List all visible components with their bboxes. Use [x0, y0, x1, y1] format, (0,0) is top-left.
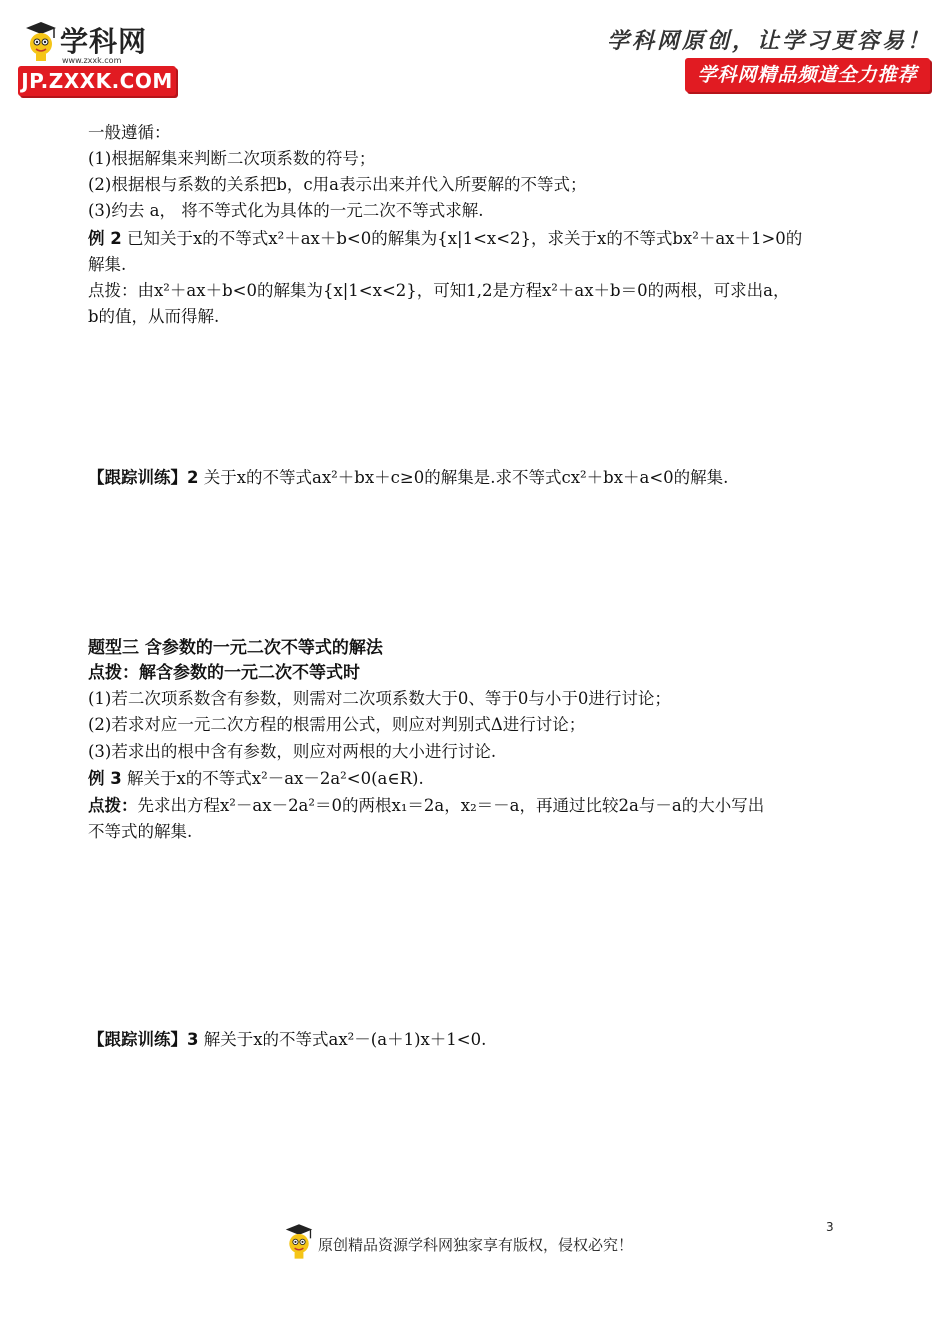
text-line: (1)根据解集来判断二次项系数的符号； [88, 149, 376, 168]
example-2 [88, 228, 802, 250]
text-line: (2)根据根与系数的关系把b，c用a表示出来并代入所要解的不等式； [88, 175, 587, 194]
tip-label: 点拨： [88, 796, 138, 815]
text-line: 一般遵循： [88, 123, 171, 142]
example-3 [88, 768, 424, 790]
text-line: (2)若求对应一元二次方程的根需用公式，则应对判别式Δ进行讨论； [88, 715, 586, 734]
tip-line: b的值，从而得解. [88, 307, 220, 326]
mascot-icon [284, 1222, 314, 1260]
site-logo [18, 16, 183, 98]
training-label: 【跟踪训练】2 [88, 468, 199, 487]
training-text: 解关于x的不等式ax²－(a＋1)x＋1<0. [198, 1030, 487, 1049]
logo-url-small: www.zxxk.com [62, 56, 122, 65]
text-line: (1)若二次项系数含有参数，则需对二次项系数大于0、等于0与小于0进行讨论； [88, 689, 671, 708]
text-line: 解集. [88, 255, 127, 274]
page-number: 3 [826, 1220, 834, 1234]
section-tip-heading: 点拨：解含参数的一元二次不等式时 [88, 663, 360, 683]
example-text: 解关于x的不等式x²－ax－2a²<0(a∈R). [121, 769, 424, 788]
logo-url-badge[interactable]: JP.ZXXK.COM [18, 66, 176, 96]
training-text: 关于x的不等式ax²＋bx＋c≥0的解集是.求不等式cx²＋bx＋a<0的解集. [198, 468, 729, 487]
logo-text: 学科网 [60, 25, 148, 58]
channel-badge: 学科网精品频道全力推荐 [685, 58, 930, 92]
header-slogan: 学科网原创，让学习更容易！ [606, 28, 932, 54]
training-3 [88, 1029, 486, 1051]
example-label: 例 3 [88, 769, 122, 788]
tip-3 [88, 795, 764, 817]
text-line: (3)若求出的根中含有参数，则应对两根的大小进行讨论. [88, 742, 497, 761]
copyright-notice: 原创精品资源学科网独家享有版权，侵权必究！ [318, 1236, 634, 1254]
tip-line: 点拨：由x²＋ax＋b<0的解集为{x|1<x<2}，可知1,2是方程x²＋ax＋b＝0的两根，可求出a， [88, 281, 790, 300]
footer [280, 1222, 680, 1262]
example-text: 已知关于x的不等式x²＋ax＋b<0的解集为{x|1<x<2}，求关于x的不等式bx²＋ax＋1>0的 [121, 229, 803, 248]
training-label: 【跟踪训练】3 [88, 1030, 199, 1049]
section-heading: 题型三 含参数的一元二次不等式的解法 [88, 638, 383, 658]
tip-text: 先求出方程x²－ax－2a²＝0的两根x₁＝2a，x₂＝－a，再通过比较2a与－a的大小写出 [137, 796, 765, 815]
mascot-icon [24, 20, 58, 62]
tip-line: 不等式的解集. [88, 822, 193, 841]
training-2 [88, 467, 728, 489]
text-line: (3)约去 a， 将不等式化为具体的一元二次不等式求解. [88, 201, 484, 220]
example-label: 例 2 [88, 229, 122, 248]
